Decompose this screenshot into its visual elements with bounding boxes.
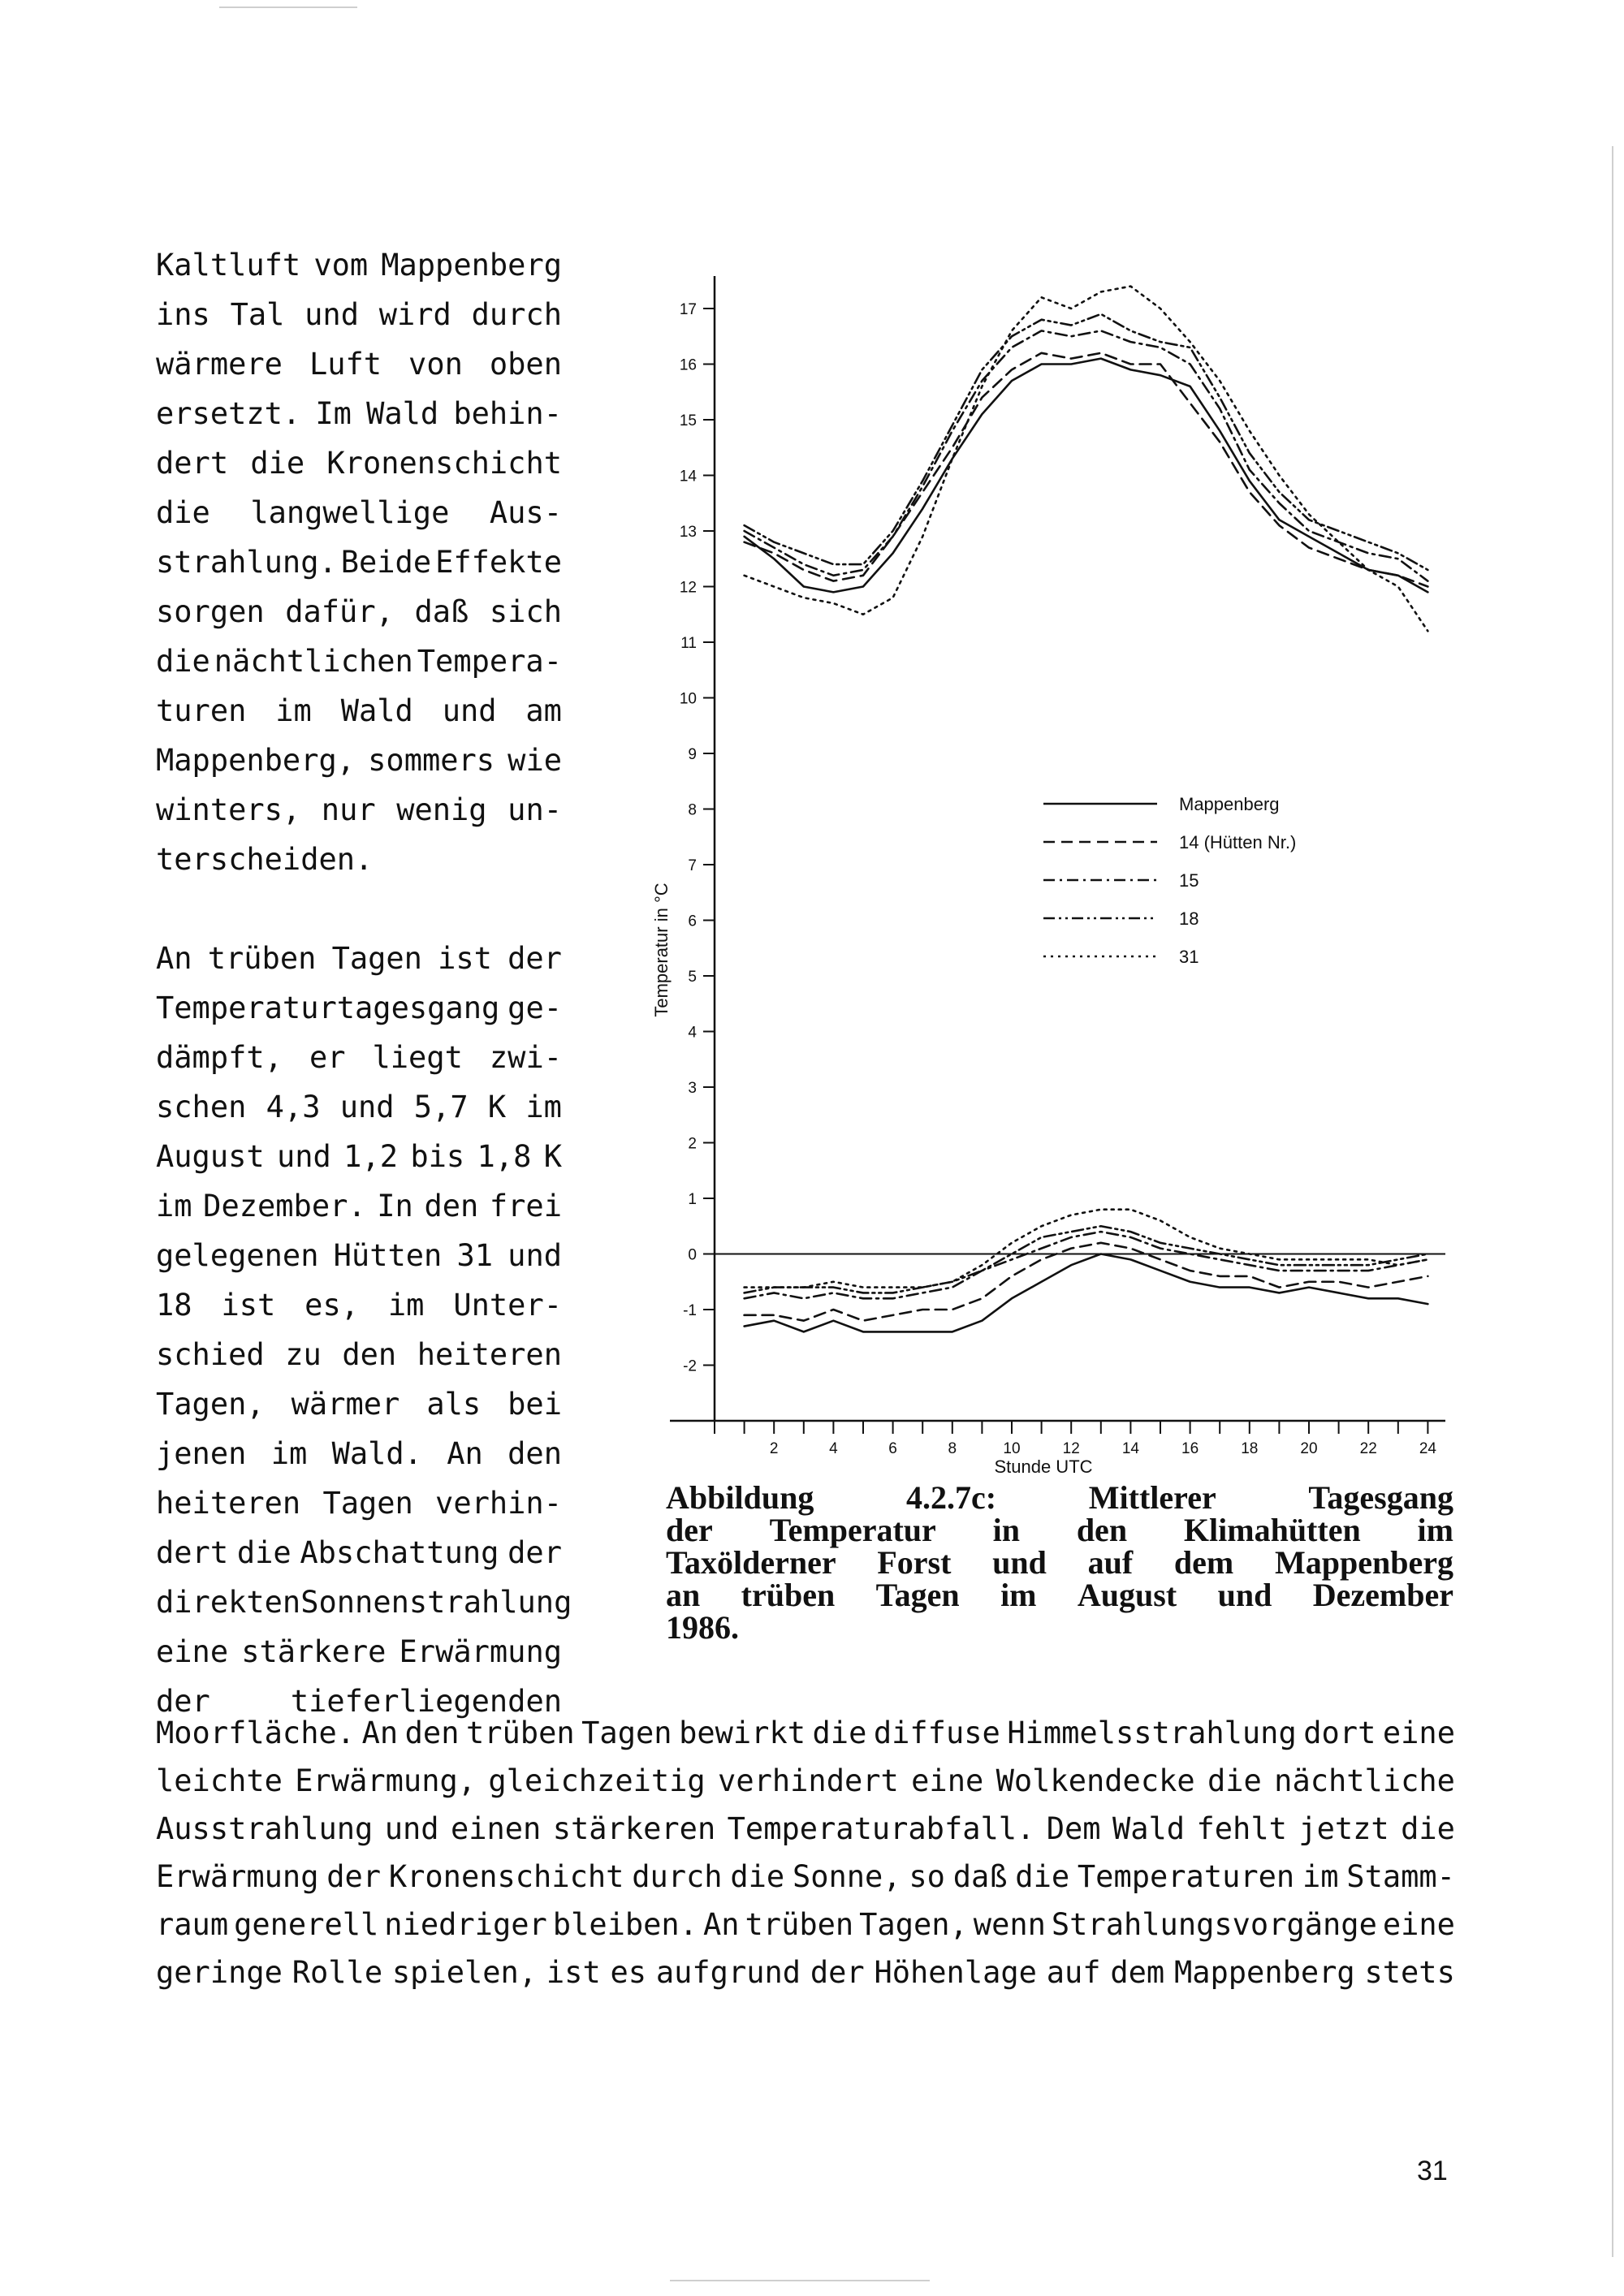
text-line: Taxölderner Forst und auf dem Mappenberg: [666, 1544, 1453, 1581]
text-line: Abbildung 4.2.7c: Mittlerer Tagesgang: [666, 1479, 1453, 1516]
text-line: strahlung. Beide Effekte: [156, 545, 562, 580]
x-axis: [670, 1421, 1453, 1457]
text-line: geringe Rolle spielen, ist es aufgrund der Höhenlage auf dem Mappenberg stets: [156, 1955, 1455, 1990]
text-line: sorgen dafür, daß sich: [156, 594, 562, 629]
legend-label: 14 (Hütten Nr.): [1179, 832, 1297, 852]
text-line: Mappenberg, sommers wie: [156, 743, 562, 778]
paragraph-2: [156, 934, 572, 1726]
text-line: August und 1,2 bis 1,8 K: [156, 1139, 562, 1174]
text-line: schen 4,3 und 5,7 K im: [156, 1090, 562, 1124]
text-line: dert die Abschattung der: [156, 1535, 562, 1570]
left-column-text: [156, 240, 572, 1726]
y-tick-label: 13: [679, 524, 697, 541]
x-axis-label: Stunde UTC: [994, 1457, 1093, 1477]
text-line: schied zu den heiteren: [156, 1337, 562, 1372]
text-line: Ausstrahlung und einen stärkeren Temperaturabfall. Dem Wald fehlt jetzt die: [156, 1811, 1455, 1846]
x-tick-label: 10: [1003, 1440, 1021, 1457]
text-line: direkten Sonnenstrahlung: [156, 1585, 572, 1620]
page-number: 31: [1417, 2156, 1448, 2186]
paragraph-gap: [156, 884, 562, 934]
x-tick-label: 18: [1241, 1440, 1259, 1457]
y-tick-label: 15: [679, 412, 697, 429]
data-series: [745, 287, 1428, 1332]
x-tick-label: 2: [769, 1440, 779, 1457]
y-tick-label: 0: [688, 1246, 697, 1264]
text-line: ins Tal und wird durch: [156, 297, 562, 332]
paragraph-1: [156, 240, 562, 884]
y-axis-label: Temperatur in °C: [651, 883, 672, 1017]
legend-label: 31: [1179, 947, 1199, 967]
y-tick-label: 3: [688, 1080, 697, 1097]
y-tick-label: 16: [679, 356, 697, 374]
text-line: Moorfläche. An den trüben Tagen bewirkt die diffuse Himmelsstrahlung dort eine: [156, 1716, 1455, 1750]
y-tick-label: 4: [688, 1024, 697, 1042]
text-line: eine stärkere Erwärmung: [156, 1634, 562, 1669]
text-line: dämpft, er liegt zwi-: [156, 1040, 562, 1075]
x-tick-label: 24: [1419, 1440, 1436, 1457]
y-axis: [680, 276, 715, 1421]
y-tick-label: -1: [683, 1302, 697, 1319]
y-tick-label: 8: [688, 801, 697, 819]
y-tick-label: 7: [688, 857, 697, 874]
text-line: turen im Wald und am: [156, 693, 562, 728]
text-line: Temperaturtagesgang ge-: [156, 990, 562, 1025]
text-line: der Temperatur in den Klimahütten im: [666, 1512, 1453, 1548]
y-tick-label: 9: [688, 746, 697, 763]
text-line: raum generell niedriger bleiben. An trüben Tagen, wenn Strahlungsvorgänge eine: [156, 1907, 1455, 1942]
legend-label: Mappenberg: [1179, 794, 1280, 814]
text-line: winters, nur wenig un-: [156, 792, 562, 827]
series-line-august: [745, 353, 1428, 587]
scan-edge-right: [1612, 146, 1613, 2257]
legend-label: 15: [1179, 870, 1199, 891]
series-line-august: [745, 330, 1428, 580]
text-line: terscheiden.: [156, 842, 374, 877]
y-tick-label: 11: [680, 635, 697, 652]
text-line: leichte Erwärmung, gleichzeitig verhindert eine Wolkendecke die nächtliche: [156, 1763, 1455, 1798]
y-tick-label: 6: [688, 913, 697, 930]
y-tick-label: 14: [679, 468, 697, 486]
legend-label: 18: [1179, 908, 1199, 929]
text-line: jenen im Wald. An den: [156, 1436, 562, 1471]
text-line: ersetzt. Im Wald behin-: [156, 396, 562, 431]
text-line: heiteren Tagen verhin-: [156, 1486, 562, 1521]
y-tick-label: 12: [679, 579, 697, 597]
figure-caption: [666, 1479, 1453, 1646]
text-line: die nächtlichen Tempera-: [156, 644, 562, 679]
text-line: Tagen, wärmer als bei: [156, 1387, 562, 1422]
series-line-august: [745, 359, 1428, 593]
text-line: wärmere Luft von oben: [156, 347, 562, 382]
x-tick-label: 16: [1181, 1440, 1199, 1457]
text-line: der tieferliegenden: [156, 1684, 562, 1719]
scan-edge-top: [219, 6, 357, 8]
series-line-august: [745, 314, 1428, 570]
x-tick-label: 14: [1121, 1440, 1139, 1457]
body-text-full-width: [156, 1709, 1455, 1996]
text-line: Kaltluft vom Mappenberg: [156, 248, 562, 283]
text-line: dert die Kronenschicht: [156, 446, 562, 481]
temperature-chart: [633, 244, 1453, 1486]
scan-edge-bottom: [670, 2280, 930, 2281]
text-line: An trüben Tagen ist der: [156, 941, 562, 976]
text-line: an trüben Tagen im August und Dezember: [666, 1577, 1453, 1613]
x-tick-label: 20: [1300, 1440, 1318, 1457]
x-tick-label: 4: [829, 1440, 838, 1457]
text-line: gelegenen Hütten 31 und: [156, 1238, 562, 1273]
x-tick-label: 12: [1062, 1440, 1080, 1457]
y-tick-label: 1: [688, 1191, 697, 1208]
text-line: 1986.: [666, 1609, 739, 1646]
text-line: 18 ist es, im Unter-: [156, 1288, 562, 1323]
text-line: im Dezember. In den frei: [156, 1189, 562, 1224]
x-tick-label: 22: [1359, 1440, 1377, 1457]
legend: [1043, 794, 1296, 967]
text-line: die langwellige Aus-: [156, 495, 562, 530]
x-tick-label: 8: [948, 1440, 957, 1457]
y-tick-label: 17: [679, 301, 697, 318]
text-line: Erwärmung der Kronenschicht durch die Sonne, so daß die Temperaturen im Stamm-: [156, 1859, 1455, 1894]
y-tick-label: 5: [688, 969, 697, 986]
y-tick-label: 10: [679, 690, 697, 708]
series-line-december: [745, 1210, 1428, 1288]
y-tick-label: 2: [688, 1135, 697, 1153]
y-tick-label: -2: [683, 1357, 697, 1375]
x-tick-label: 6: [888, 1440, 897, 1457]
